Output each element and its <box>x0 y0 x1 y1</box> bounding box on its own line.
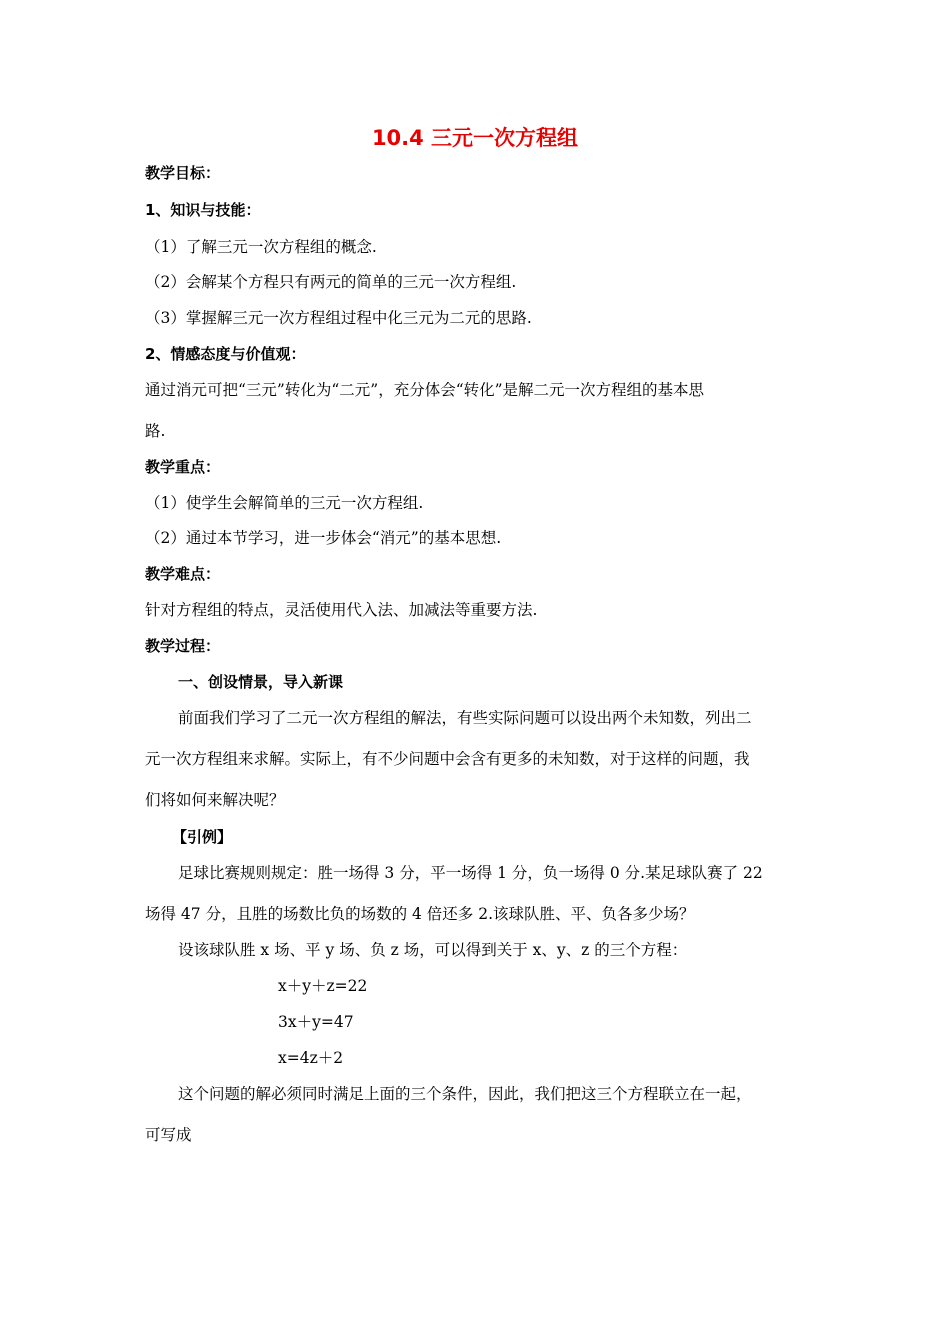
equation: x=4z＋2 <box>278 1049 344 1067</box>
key-point-item: （1）使学生会解简单的三元一次方程组. <box>145 494 424 512</box>
difficulty-text: 针对方程组的特点，灵活使用代入法、加减法等重要方法. <box>145 601 538 619</box>
skill-item: （1）了解三元一次方程组的概念. <box>145 238 377 256</box>
example-text: 足球比赛规则规定：胜一场得 3 分，平一场得 1 分，负一场得 0 分.某足球队赛了 22 <box>178 864 763 882</box>
page-title: 10.4 三元一次方程组 <box>371 126 579 150</box>
skill-item: （3）掌握解三元一次方程组过程中化三元为二元的思路. <box>145 309 532 327</box>
intro-text: 们将如何来解决呢？ <box>145 791 285 809</box>
skills-heading: 1、知识与技能： <box>145 201 261 219</box>
section-heading: 一、创设情景，导入新课 <box>178 673 344 691</box>
conclusion-text: 这个问题的解必须同时满足上面的三个条件，因此，我们把这三个方程联立在一起， <box>178 1085 752 1103</box>
attitude-text: 路. <box>145 422 166 440</box>
intro-text: 元一次方程组来求解。实际上，有不少问题中会含有更多的未知数，对于这样的问题，我 <box>145 750 750 768</box>
setup-text: 设该球队胜 x 场、平 y 场、负 z 场，可以得到关于 x、y、z 的三个方程： <box>178 941 688 959</box>
process-heading: 教学过程： <box>145 637 221 655</box>
example-label: 【引例】 <box>172 828 233 846</box>
conclusion-text: 可写成 <box>145 1126 192 1144</box>
equation: x＋y＋z=22 <box>278 977 368 995</box>
skill-item: （2）会解某个方程只有两元的简单的三元一次方程组. <box>145 273 517 291</box>
key-points-heading: 教学重点： <box>145 458 221 476</box>
equation: 3x＋y=47 <box>278 1013 354 1031</box>
example-text: 场得 47 分，且胜的场数比负的场数的 4 倍还多 2.该球队胜、平、负各多少场？ <box>145 905 695 923</box>
intro-text: 前面我们学习了二元一次方程组的解法，有些实际问题可以设出两个未知数，列出二 <box>178 709 752 727</box>
key-point-item: （2）通过本节学习，进一步体会“消元”的基本思想. <box>145 529 502 547</box>
attitude-heading: 2、情感态度与价值观： <box>145 345 306 363</box>
objectives-heading: 教学目标： <box>145 164 221 182</box>
difficulty-heading: 教学难点： <box>145 565 221 583</box>
attitude-text: 通过消元可把“三元”转化为“二元”，充分体会“转化”是解二元一次方程组的基本思 <box>145 381 705 399</box>
